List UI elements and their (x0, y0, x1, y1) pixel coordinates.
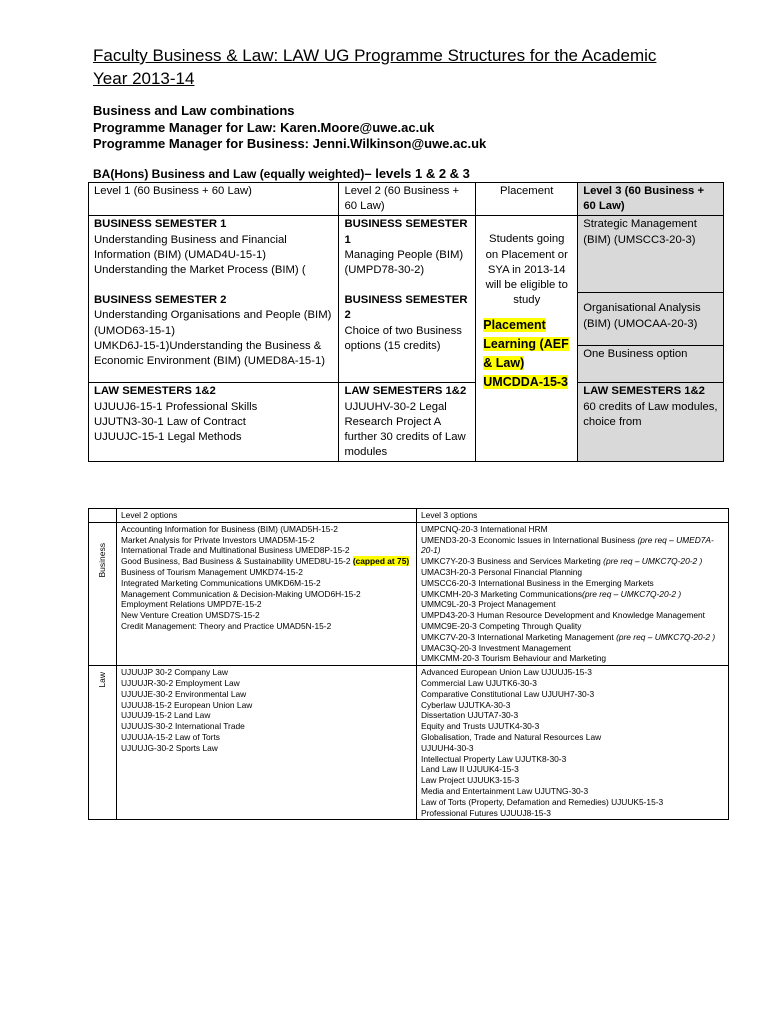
level1-business-cell (89, 216, 339, 383)
programme-name: BA(Hons) Business and Law (equally weighted) (93, 167, 365, 181)
list-item: Good Business, Bad Business & Sustainability UMED8U-15-2 (capped at 75) (121, 556, 410, 567)
list-item: Law Project UJUUK3-15-3 (421, 775, 520, 786)
list-item: UJUUJR-30-2 Employment Law (121, 677, 240, 688)
l2-bus-sem1-head: BUSINESS SEMESTER 1 (344, 218, 468, 246)
business-options-row (89, 522, 729, 665)
list-item: UMKC7V-20-3 International Marketing Management (pre req – UMKC7Q-20-2 ) (421, 631, 716, 642)
list-item: Integrated Marketing Communications UMKD6M-15-2 (121, 577, 321, 588)
list-item: Cyberlaw UJUTKA-30-3 (421, 699, 511, 710)
list-item: New Venture Creation UMSD7S-15-2 (121, 610, 260, 621)
placement-highlight-4: UMCDDA-15-3 (483, 375, 569, 390)
l2-law-text: UJUUHV-30-2 Legal Research Project A further 30 credits of Law modules (344, 400, 466, 459)
business-side-label-cell (89, 522, 117, 665)
list-item: UMKC7Y-20-3 Business and Services Marketing (pre req – UMKC7Q-20-2 ) (421, 556, 703, 567)
list-item: International Trade and Multinational Business UMED8P-15-2 (121, 545, 350, 556)
options-table (88, 508, 729, 820)
l1-bus-sem2-line2: UMKD6J-15-1)Understanding the Business & Economic Environment (BIM) (UMED8A-15-1) (94, 339, 326, 368)
level2-business-cell (339, 216, 476, 383)
options-header-row (89, 509, 729, 523)
list-item: Management Communication & Decision-Making UMOD6H-15-2 (121, 588, 361, 599)
l2-bus-sem2-head: BUSINESS SEMESTER 2 (344, 294, 468, 322)
subheading-block (93, 103, 486, 153)
list-item: Market Analysis for Private Investors UMAD5M-15-2 (121, 534, 315, 545)
header-level1: Level 1 (60 Business + 60 Law) (89, 183, 339, 216)
level3-options-header: Level 3 options (417, 509, 729, 523)
list-item: Advanced European Union Law UJUUJ5-15-3 (421, 667, 592, 678)
list-item: UMPD43-20-3 Human Resource Development and Knowledge Management (421, 610, 705, 621)
level3-strategic-management: Strategic Management (BIM) (UMSCC3-20-3) (578, 216, 724, 293)
list-item: Intellectual Property Law UJUTK8-30-3 (421, 753, 567, 764)
business-side-label: Business (97, 542, 107, 578)
l2-bus-sem2-line1: Choice of two Business options (15 credits) (344, 324, 462, 352)
header-level2: Level 2 (60 Business + 60 Law) (339, 183, 476, 216)
programme-structure-table (88, 182, 724, 462)
placement-text: Students going on Placement or SYA in 2013-14 will be eligible to study (485, 233, 568, 307)
l1-bus-sem1-line1: Understanding Business and Financial Information (BIM) (UMAD4U-15-1) (94, 233, 287, 261)
level1-law-cell (89, 383, 339, 462)
table-header-row (89, 183, 724, 216)
placement-highlight-2: Learning (AEF (483, 337, 569, 352)
list-item: Law of Torts (Property, Defamation and Remedies) UJUUK5-15-3 (421, 796, 664, 807)
list-item: Comparative Constitutional Law UJUUH7-30-3 (421, 688, 595, 699)
document-title: Faculty Business & Law: LAW UG Programme Structures for the Academic Year 2013-14 (93, 46, 657, 88)
list-item: UMEND3-20-3 Economic Issues in International Business (pre req – UMED7A-20-1) (421, 534, 714, 556)
list-item: Media and Entertainment Law UJUTNG-30-3 (421, 785, 589, 796)
list-item: UMKCMM-20-3 Tourism Behaviour and Marketing (421, 653, 607, 664)
list-item: UMPCNQ-20-3 International HRM (421, 523, 548, 534)
list-item: UMMC9E-20-3 Competing Through Quality (421, 620, 582, 631)
list-item: UMAC3H-20-3 Personal Financial Planning (421, 566, 583, 577)
law-side-label: Law (97, 672, 107, 688)
list-item: Credit Management: Theory and Practice UMAD5N-15-2 (121, 620, 332, 631)
level3-law-cell (578, 383, 724, 462)
l3-law-text: 60 credits of Law modules, choice from (583, 400, 718, 428)
header-placement: Placement (476, 183, 578, 216)
law-side-label-cell (89, 666, 117, 820)
level3-business-option: One Business option (578, 346, 724, 383)
list-item: Equity and Trusts UJUTK4-30-3 (421, 721, 540, 732)
placement-highlight-1: Placement (483, 318, 546, 333)
l1-law-item: UJUTN3-30-1 Law of Contract (94, 415, 246, 428)
l2-bus-sem1-line1: Managing People (BIM) (UMPD78-30-2) (344, 248, 464, 277)
list-item: UJUUJ8-15-2 European Union Law (121, 699, 253, 710)
list-item: UJUUJP 30-2 Company Law (121, 667, 228, 678)
l1-law-item: UJUUJ6-15-1 Professional Skills (94, 400, 258, 413)
law-row (89, 383, 724, 462)
l1-bus-sem2-head: BUSINESS SEMESTER 2 (94, 294, 227, 307)
list-item: UJUUJG-30-2 Sports Law (121, 742, 218, 753)
level3-organisational-analysis: Organisational Analysis (BIM) (UMOCAA-20-3) (578, 293, 724, 346)
l1-law-item: UJUUJC-15-1 Legal Methods (94, 431, 242, 444)
placement-highlight-3: & Law) (483, 356, 525, 371)
list-item: Professional Futures UJUUJ8-15-3 (421, 807, 551, 818)
law-options-row (89, 666, 729, 820)
list-item: Business of Tourism Management UMKD74-15-2 (121, 566, 303, 577)
list-item: UJUUJS-30-2 International Trade (121, 721, 245, 732)
business-row-1 (89, 216, 724, 293)
l1-bus-sem1-head: BUSINESS SEMESTER 1 (94, 218, 227, 231)
business-level2-options (117, 522, 417, 665)
list-item: Commercial Law UJUTK6-30-3 (421, 677, 537, 688)
list-item: UMSCC6-20-3 International Business in the Emerging Markets (421, 577, 654, 588)
list-item: Employment Relations UMPD7E-15-2 (121, 599, 262, 610)
programme-levels: – levels 1 & 2 & 3 (364, 166, 470, 181)
programme-heading (93, 166, 470, 181)
l2-law-head: LAW SEMESTERS 1&2 (344, 385, 467, 398)
list-item: UMKCMH-20-3 Marketing Communications(pre req – UMKC7Q-20-2 ) (421, 588, 682, 599)
level2-options-header: Level 2 options (117, 509, 417, 523)
header-level3: Level 3 (60 Business + 60 Law) (578, 183, 724, 216)
list-item: Land Law II UJUUK4-15-3 (421, 764, 519, 775)
list-item: UJUUJA-15-2 Law of Torts (121, 731, 220, 742)
list-item: Accounting Information for Business (BIM) (UMAD5H-15-2 (121, 523, 338, 534)
business-programme-manager: Programme Manager for Business: Jenni.Wilkinson@uwe.ac.uk (93, 136, 487, 151)
business-level3-options (417, 522, 729, 665)
list-item: UJUUJ9-15-2 Land Law (121, 710, 211, 721)
law-level3-options (417, 666, 729, 820)
l1-law-head: LAW SEMESTERS 1&2 (94, 385, 216, 398)
list-item: UJUUH4-30-3 (421, 742, 474, 753)
l1-bus-sem1-line2: Understanding the Market Process (BIM) ( (94, 264, 306, 277)
law-programme-manager: Programme Manager for Law: Karen.Moore@uwe.ac.uk (93, 119, 435, 135)
capped-highlight: (capped at 75) (352, 556, 410, 567)
l3-law-head: LAW SEMESTERS 1&2 (583, 385, 705, 398)
subheading-combinations: Business and Law combinations (93, 103, 295, 118)
law-level2-options (117, 666, 417, 820)
level2-law-cell (339, 383, 476, 462)
list-item: Globalisation, Trade and Natural Resources Law (421, 731, 602, 742)
list-item: Dissertation UJUTA7-30-3 (421, 710, 519, 721)
list-item: UJUUJE-30-2 Environmental Law (121, 688, 247, 699)
l1-bus-sem2-line1: Understanding Organisations and People (BIM) (UMOD63-15-1) (94, 309, 332, 337)
placement-cell (476, 216, 578, 462)
list-item: UMAC3Q-20-3 Investment Management (421, 642, 571, 653)
list-item: UMMC9L-20-3 Project Management (421, 599, 556, 610)
